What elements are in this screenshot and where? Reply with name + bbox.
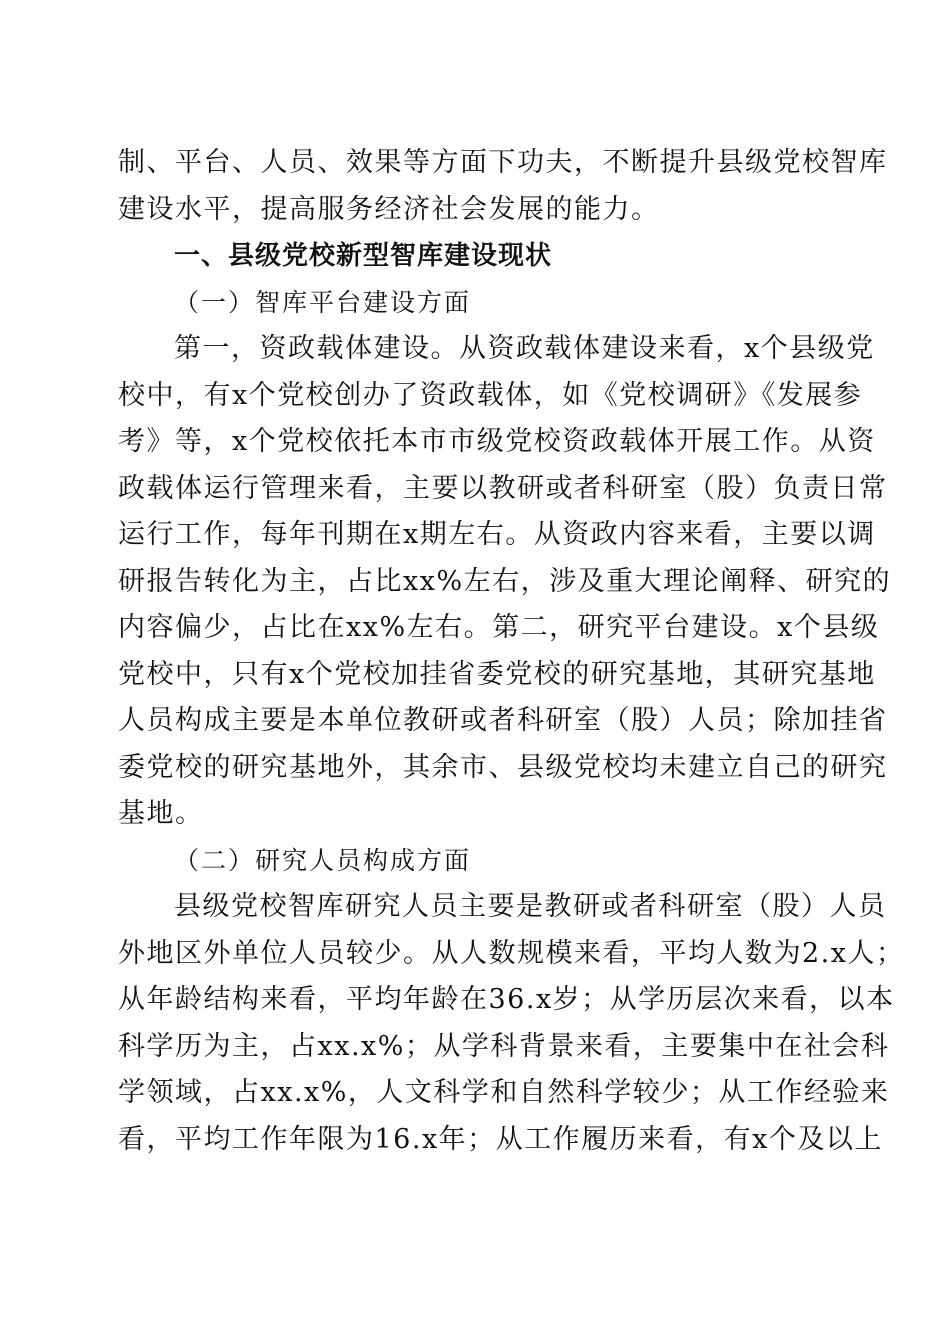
section-heading: 一、县级党校新型智库建设现状 <box>174 241 553 271</box>
body-line: 考》等，x个党校依托本市市级党校资政载体开展工作。从资 <box>118 426 876 457</box>
body-line: 制、平台、人员、效果等方面下功夫，不断提升县级党校智库 <box>118 147 888 178</box>
body-line: 运行工作，每年刊期在x期左右。从资政内容来看，主要以调 <box>118 519 876 550</box>
body-line: 从年龄结构来看，平均年龄在36.x岁；从学历层次来看，以本 <box>118 984 895 1015</box>
body-line: 外地区外单位人员较少。从人数规模来看，平均人数为2.x人； <box>118 937 905 969</box>
body-line: 内容偏少，占比在xx%左右。第二，研究平台建设。x个县级 <box>118 612 880 643</box>
body-line: 委党校的研究基地外，其余市、县级党校均未建立自己的研究 <box>118 751 888 783</box>
subsection-heading: （一）智库平台建设方面 <box>174 287 472 317</box>
body-line: 科学历为主，占xx.x%；从学科背景来看，主要集中在社会科 <box>118 1030 890 1062</box>
paragraph-start-line: 第一，资政载体建设。从资政载体建设来看，x个县级党 <box>174 333 875 364</box>
paragraph-start-line: 县级党校智库研究人员主要是教研或者科研室（股）人员 <box>174 891 887 922</box>
body-line: 党校中，只有x个党校加挂省委党校的研究基地，其研究基地 <box>118 658 876 690</box>
body-line: 政载体运行管理来看，主要以教研或者科研室（股）负责日常 <box>118 472 888 504</box>
document-page <box>118 140 905 1163</box>
body-line: 研报告转化为主，占比xx%左右，涉及重大理论阐释、研究的 <box>118 565 892 597</box>
body-line: 基地。 <box>118 798 204 829</box>
body-line: 校中，有x个党校创办了资政载体，如《党校调研》《发展参 <box>118 379 863 411</box>
body-line: 看，平均工作年限为16.x年；从工作履历来看，有x个及以上 <box>118 1123 883 1155</box>
body-line: 人员构成主要是本单位教研或者科研室（股）人员；除加挂省 <box>118 705 888 736</box>
body-line: 学领域，占xx.x%，人文科学和自然科学较少；从工作经验来 <box>118 1077 890 1108</box>
body-line: 建设水平，提高服务经济社会发展的能力。 <box>118 193 660 225</box>
subsection-heading: （二）研究人员构成方面 <box>174 845 472 875</box>
